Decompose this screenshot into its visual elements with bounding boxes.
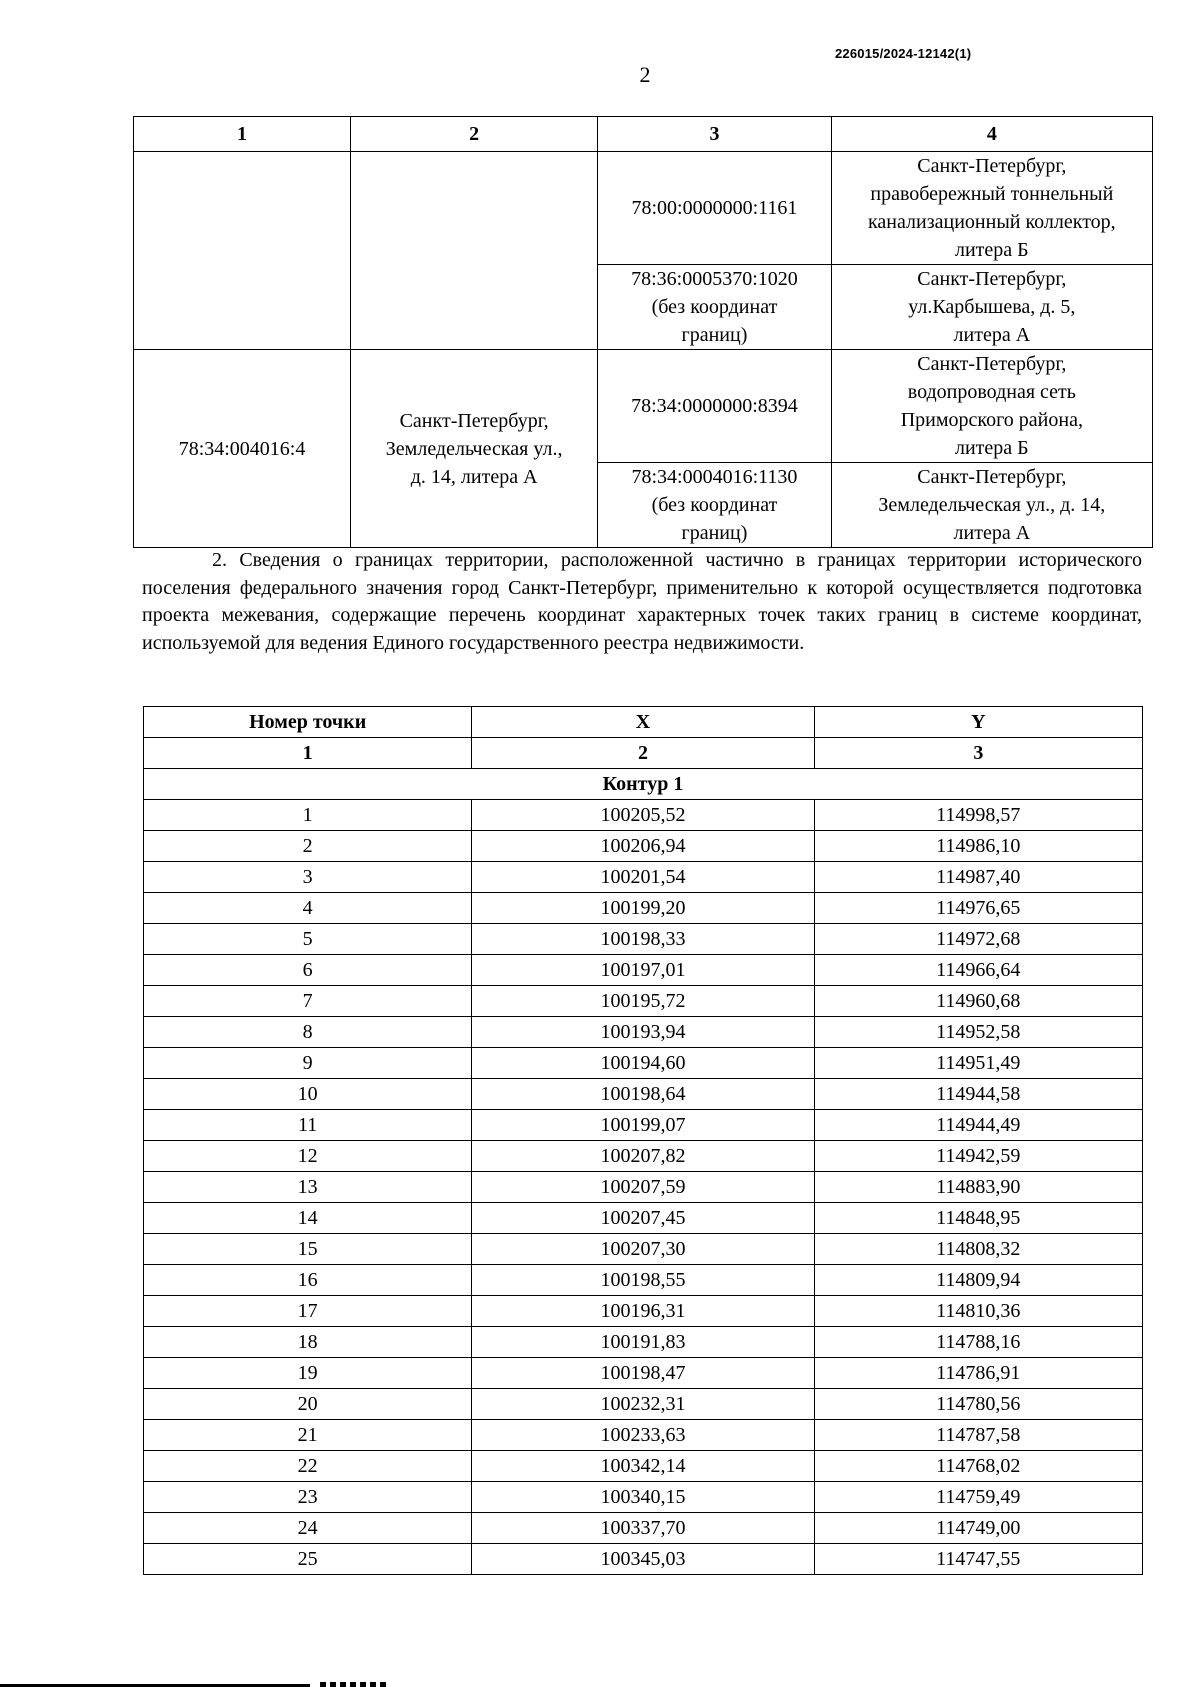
table-row	[144, 1420, 1143, 1451]
point-number-cell: 17	[144, 1296, 472, 1327]
cell-line: ул.Карбышева, д. 5,	[908, 296, 1076, 318]
cell-line: 78:34:0004016:1130	[631, 466, 798, 488]
y-coordinate-cell: 114749,00	[814, 1513, 1142, 1544]
object-address-cell	[831, 350, 1152, 463]
page-number: 2	[639, 62, 651, 87]
table-row	[144, 986, 1143, 1017]
table-row	[144, 831, 1143, 862]
object-number-cell	[598, 463, 831, 548]
x-coordinate-cell: 100342,14	[472, 1451, 814, 1482]
x-coordinate-cell: 100207,45	[472, 1203, 814, 1234]
table-row	[144, 1358, 1143, 1389]
cell-line: канализационный коллектор,	[868, 211, 1116, 233]
x-coordinate-cell: 100193,94	[472, 1017, 814, 1048]
x-coordinate-cell: 100207,82	[472, 1141, 814, 1172]
x-coordinate-cell: 100233,63	[472, 1420, 814, 1451]
point-number-cell: 20	[144, 1389, 472, 1420]
table-row	[144, 955, 1143, 986]
y-coordinate-cell: 114786,91	[814, 1358, 1142, 1389]
cell-line: (без координат	[651, 296, 778, 318]
column-header: 3	[598, 117, 831, 152]
y-coordinate-cell: 114942,59	[814, 1141, 1142, 1172]
point-number-cell: 15	[144, 1234, 472, 1265]
table-row	[144, 893, 1143, 924]
point-number-cell: 22	[144, 1451, 472, 1482]
table-row	[144, 1048, 1143, 1079]
x-coordinate-cell: 100198,33	[472, 924, 814, 955]
x-coordinate-cell: 100205,52	[472, 800, 814, 831]
table-row	[134, 152, 1153, 265]
y-coordinate-cell: 114808,32	[814, 1234, 1142, 1265]
table-row	[144, 1513, 1143, 1544]
x-coordinate-cell: 100198,64	[472, 1079, 814, 1110]
y-coordinate-cell: 114986,10	[814, 831, 1142, 862]
table-row	[144, 1234, 1143, 1265]
cell-line: 78:34:0000000:8394	[631, 395, 798, 417]
y-coordinate-cell: 114787,58	[814, 1420, 1142, 1451]
y-coordinate-cell: 114966,64	[814, 955, 1142, 986]
x-coordinate-cell: 100232,31	[472, 1389, 814, 1420]
cell-line: литера Б	[955, 437, 1029, 459]
x-coordinate-cell: 100197,01	[472, 955, 814, 986]
table-row	[144, 1141, 1143, 1172]
point-number-cell: 3	[144, 862, 472, 893]
x-coordinate-cell: 100206,94	[472, 831, 814, 862]
coordinates-table	[143, 706, 1143, 1575]
column-number: 1	[144, 738, 472, 769]
contour-row	[144, 769, 1143, 800]
cell-line: Санкт-Петербург,	[917, 155, 1067, 177]
column-header: 1	[134, 117, 351, 152]
object-number-cell	[598, 265, 831, 350]
cell-line: литера А	[953, 522, 1031, 544]
point-number-cell: 21	[144, 1420, 472, 1451]
y-coordinate-cell: 114883,90	[814, 1172, 1142, 1203]
table-header-row	[134, 117, 1153, 152]
cell-line: Санкт-Петербург,	[917, 353, 1067, 375]
x-coordinate-cell: 100198,55	[472, 1265, 814, 1296]
bottom-mark	[320, 1682, 390, 1687]
parcel-number-cell	[134, 152, 351, 350]
cell-line: Санкт-Петербург,	[917, 466, 1067, 488]
cadastral-table	[133, 116, 1153, 548]
column-header-y: Y	[814, 707, 1142, 738]
point-number-cell: 25	[144, 1544, 472, 1575]
table-row	[144, 1172, 1143, 1203]
table-row	[144, 1482, 1143, 1513]
cell-line: (без координат	[651, 494, 778, 516]
cell-line: границ)	[681, 522, 748, 544]
contour-label: Контур 1	[144, 769, 1143, 800]
point-number-cell: 23	[144, 1482, 472, 1513]
y-coordinate-cell: 114987,40	[814, 862, 1142, 893]
point-number-cell: 2	[144, 831, 472, 862]
point-number-cell: 13	[144, 1172, 472, 1203]
point-number-cell: 6	[144, 955, 472, 986]
cell-line: Санкт-Петербург,	[399, 409, 549, 432]
y-coordinate-cell: 114810,36	[814, 1296, 1142, 1327]
cell-line: Приморского района,	[900, 409, 1083, 431]
point-number-cell: 12	[144, 1141, 472, 1172]
object-number-cell	[598, 350, 831, 463]
y-coordinate-cell: 114952,58	[814, 1017, 1142, 1048]
cell-line: литера Б	[955, 239, 1029, 261]
column-header-x: X	[472, 707, 814, 738]
table-row	[144, 1017, 1143, 1048]
table-row	[144, 862, 1143, 893]
y-coordinate-cell: 114976,65	[814, 893, 1142, 924]
table-row	[144, 1203, 1143, 1234]
cell-line: границ)	[681, 324, 748, 346]
point-number-cell: 16	[144, 1265, 472, 1296]
table-header-row	[144, 707, 1143, 738]
table-row	[134, 350, 1153, 463]
table-row	[144, 800, 1143, 831]
y-coordinate-cell: 114848,95	[814, 1203, 1142, 1234]
table-row	[144, 924, 1143, 955]
section-2-paragraph: 2. Сведения о границах территории, расположенной частично в границах территории исторического поселения федерального значения город Санкт-Петербург, применительно к которой осуществляется подготовка проекта межевания, содержащие перечень координат характерных точек таких границ в системе координат, используемой для ведения Единого государственного реестра недвижимости.	[142, 549, 1142, 654]
table-row	[144, 1389, 1143, 1420]
object-address-cell	[831, 152, 1152, 265]
point-number-cell: 24	[144, 1513, 472, 1544]
table-row	[144, 1110, 1143, 1141]
x-coordinate-cell: 100207,30	[472, 1234, 814, 1265]
point-number-cell: 7	[144, 986, 472, 1017]
parcel-address-cell	[351, 350, 598, 548]
point-number-cell: 4	[144, 893, 472, 924]
point-number-cell: 14	[144, 1203, 472, 1234]
cell-line: литера А	[953, 324, 1031, 346]
point-number-cell: 8	[144, 1017, 472, 1048]
table-row	[144, 1296, 1143, 1327]
x-coordinate-cell: 100199,07	[472, 1110, 814, 1141]
x-coordinate-cell: 100345,03	[472, 1544, 814, 1575]
y-coordinate-cell: 114788,16	[814, 1327, 1142, 1358]
point-number-cell: 11	[144, 1110, 472, 1141]
y-coordinate-cell: 114809,94	[814, 1265, 1142, 1296]
cell-line: Земледельческая ул.,	[385, 437, 563, 460]
x-coordinate-cell: 100207,59	[472, 1172, 814, 1203]
point-number-cell: 9	[144, 1048, 472, 1079]
column-number: 2	[472, 738, 814, 769]
point-number-cell: 5	[144, 924, 472, 955]
cell-line: 78:00:0000000:1161	[631, 197, 798, 219]
x-coordinate-cell: 100340,15	[472, 1482, 814, 1513]
y-coordinate-cell: 114960,68	[814, 986, 1142, 1017]
table-row	[144, 1544, 1143, 1575]
y-coordinate-cell: 114768,02	[814, 1451, 1142, 1482]
y-coordinate-cell: 114747,55	[814, 1544, 1142, 1575]
point-number-cell: 1	[144, 800, 472, 831]
parcel-address-cell	[351, 152, 598, 350]
x-coordinate-cell: 100198,47	[472, 1358, 814, 1389]
column-number: 3	[814, 738, 1142, 769]
table-row	[144, 1079, 1143, 1110]
cell-line: Земледельческая ул., д. 14,	[878, 494, 1106, 516]
y-coordinate-cell: 114951,49	[814, 1048, 1142, 1079]
cell-line: водопроводная сеть	[907, 381, 1076, 403]
column-header-point: Номер точки	[144, 707, 472, 738]
table-row	[144, 1451, 1143, 1482]
y-coordinate-cell: 114759,49	[814, 1482, 1142, 1513]
table-row	[144, 1327, 1143, 1358]
column-header: 4	[831, 117, 1152, 152]
x-coordinate-cell: 100194,60	[472, 1048, 814, 1079]
y-coordinate-cell: 114998,57	[814, 800, 1142, 831]
x-coordinate-cell: 100195,72	[472, 986, 814, 1017]
object-number-cell	[598, 152, 831, 265]
document-id: 226015/2024-12142(1)	[835, 46, 972, 61]
point-number-cell: 18	[144, 1327, 472, 1358]
parcel-number-cell: 78:34:004016:4	[134, 350, 351, 548]
x-coordinate-cell: 100196,31	[472, 1296, 814, 1327]
cell-line: 78:36:0005370:1020	[631, 268, 798, 290]
table-row	[144, 1265, 1143, 1296]
x-coordinate-cell: 100199,20	[472, 893, 814, 924]
x-coordinate-cell: 100201,54	[472, 862, 814, 893]
table-subheader-row	[144, 738, 1143, 769]
y-coordinate-cell: 114780,56	[814, 1389, 1142, 1420]
cell-line: д. 14, литера А	[410, 465, 538, 488]
y-coordinate-cell: 114944,49	[814, 1110, 1142, 1141]
point-number-cell: 10	[144, 1079, 472, 1110]
x-coordinate-cell: 100191,83	[472, 1327, 814, 1358]
object-address-cell	[831, 265, 1152, 350]
y-coordinate-cell: 114972,68	[814, 924, 1142, 955]
point-number-cell: 19	[144, 1358, 472, 1389]
x-coordinate-cell: 100337,70	[472, 1513, 814, 1544]
y-coordinate-cell: 114944,58	[814, 1079, 1142, 1110]
cell-line: Санкт-Петербург,	[917, 268, 1067, 290]
cell-line: правобережный тоннельный	[870, 183, 1114, 205]
column-header: 2	[351, 117, 598, 152]
object-address-cell	[831, 463, 1152, 548]
